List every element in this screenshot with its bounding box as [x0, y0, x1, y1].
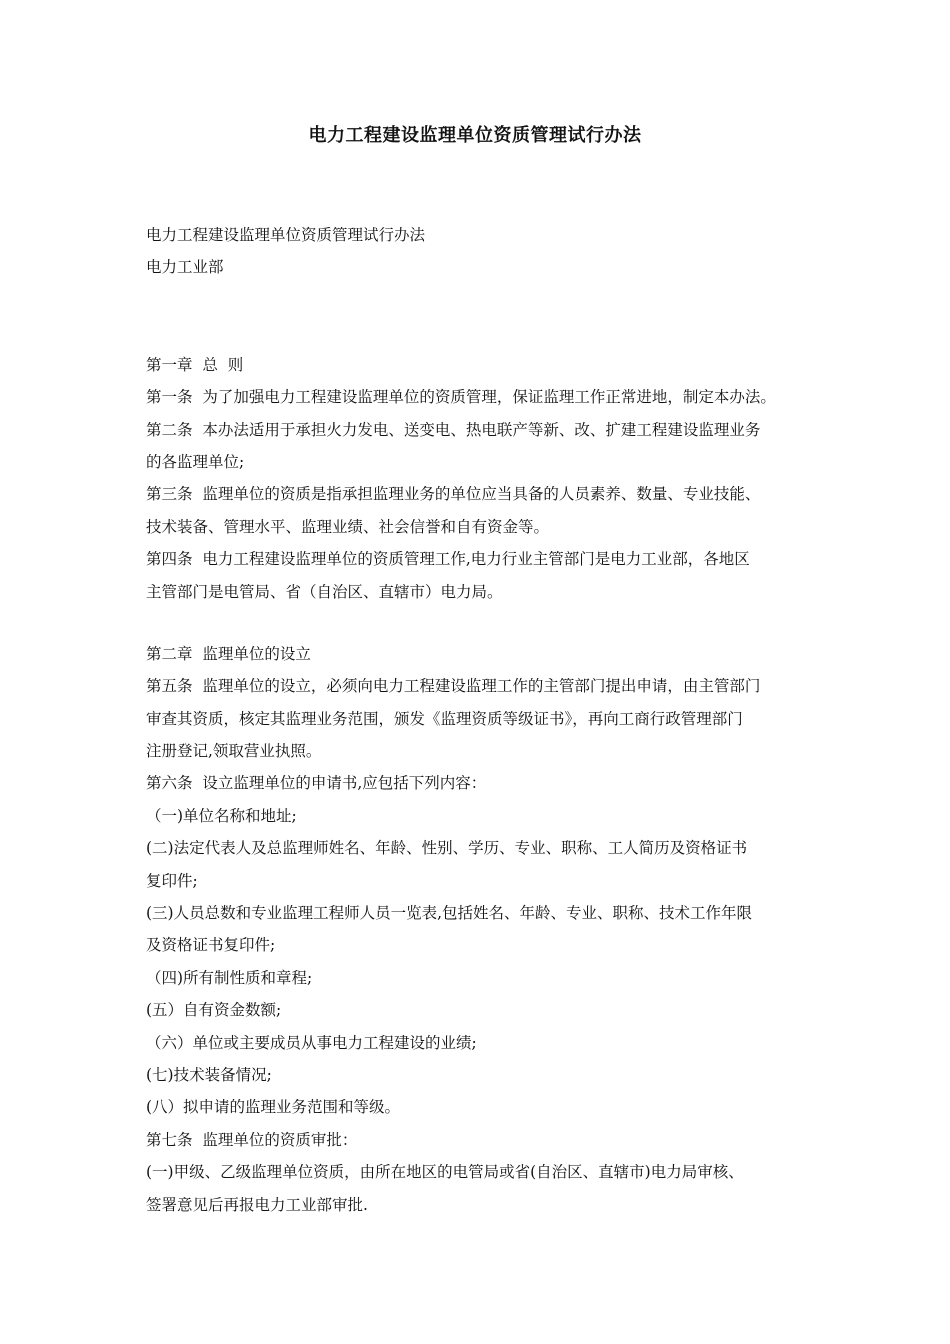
list-item: (八）拟申请的监理业务范围和等级。: [146, 1098, 401, 1117]
list-item: （一)单位名称和地址;: [146, 806, 297, 825]
article-line: 审查其资质，核定其监理业务范围，颁发《监理资质等级证书》，再向工商行政管理部门: [146, 709, 743, 728]
article-line: 注册登记,领取营业执照。: [146, 742, 322, 761]
article-line: 的各监理单位;: [146, 452, 245, 471]
spacer: [146, 608, 826, 638]
article-line: 主管部门是电管局、省（自治区、直辖市）电力局。: [146, 582, 503, 601]
article-line: 第五条 监理单位的设立，必须向电力工程建设监理工作的主管部门提出申请，由主管部门: [146, 677, 761, 696]
list-item: （四)所有制性质和章程;: [146, 968, 313, 987]
document-title: 电力工程建设监理单位资质管理试行办法: [308, 125, 642, 146]
article-line: 第三条 监理单位的资质是指承担监理业务的单位应当具备的人员素养、数量、专业技能、: [146, 485, 761, 504]
article-line: 第六条 设立监理单位的申请书,应包括下列内容：: [146, 774, 487, 793]
article-line: 第七条 监理单位的资质审批：: [146, 1130, 358, 1149]
list-item: (二)法定代表人及总监理师姓名、年龄、性别、学历、专业、职称、工人简历及资格证书: [146, 839, 748, 858]
chapter-heading: 第一章 总 则: [146, 355, 244, 374]
list-item: (七)技术装备情况;: [146, 1065, 272, 1084]
spacer: [146, 284, 826, 349]
article-line: 第四条 电力工程建设监理单位的资质管理工作,电力行业主管部门是电力工业部，各地区: [146, 550, 750, 569]
list-item: 及资格证书复印件;: [146, 936, 276, 955]
chapter-heading: 第二章 监理单位的设立: [146, 644, 311, 663]
issuing-authority: 电力工业部: [146, 258, 224, 277]
list-item: (三)人员总数和专业监理工程师人员一览表,包括姓名、年龄、专业、职称、技术工作年限: [146, 904, 753, 923]
list-item: （六）单位或主要成员从事电力工程建设的业绩;: [146, 1033, 477, 1052]
article-line: 第一条 为了加强电力工程建设监理单位的资质管理，保证监理工作正常进地，制定本办法。: [146, 388, 776, 407]
list-item: 签署意见后再报电力工业部审批.: [146, 1195, 368, 1214]
article-line: 第二条 本办法适用于承担火力发电、送变电、热电联产等新、改、扩建工程建设监理业务: [146, 420, 761, 439]
list-item: (五）自有资金数额;: [146, 1001, 282, 1020]
document-subtitle: 电力工程建设监理单位资质管理试行办法: [146, 226, 426, 244]
list-item: (一)甲级、乙级监理单位资质，由所在地区的电管局或省(自治区、直辖市)电力局审核、: [146, 1163, 744, 1182]
document-body: [146, 219, 826, 1221]
list-item: 复印件;: [146, 871, 198, 890]
article-line: 技术装备、管理水平、监理业绩、社会信誉和自有资金等。: [146, 517, 550, 536]
